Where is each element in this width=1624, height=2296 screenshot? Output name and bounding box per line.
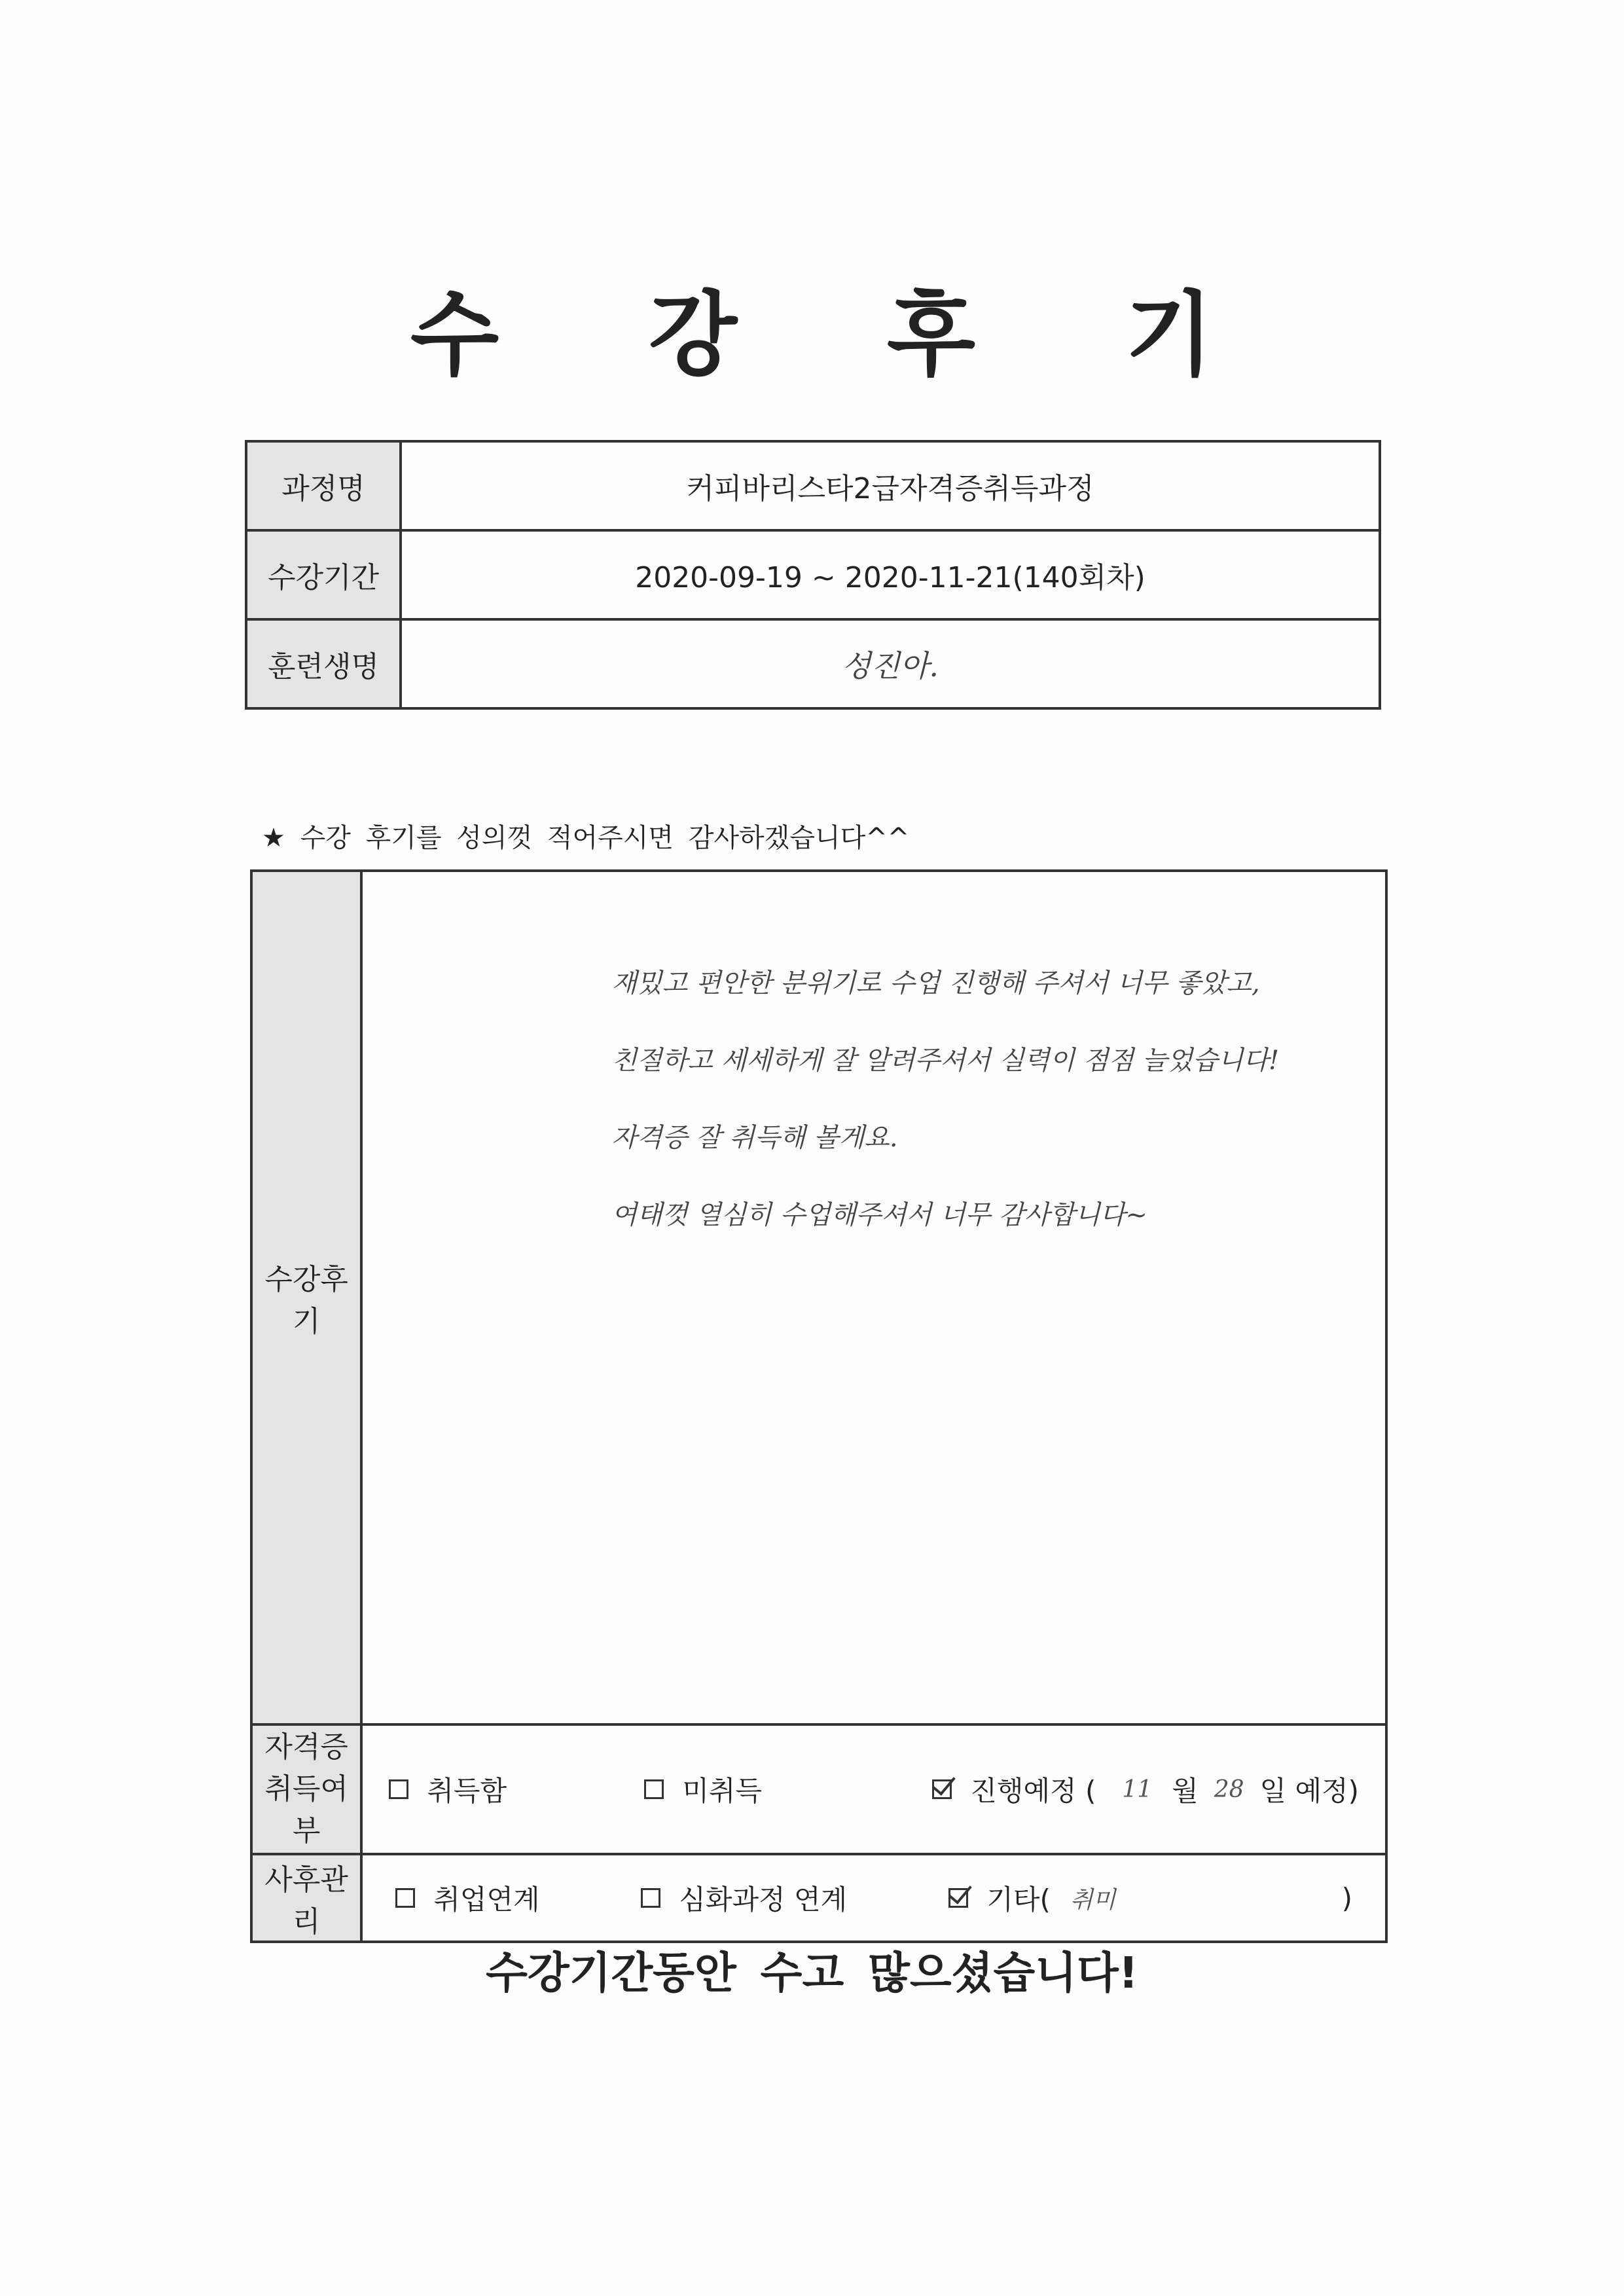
job-link-label: 취업연계 (433, 1884, 540, 1916)
day-unit: 일 예정) (1259, 1775, 1359, 1807)
review-line: 자격증 잘 취득해 볼게요. (611, 1123, 898, 1153)
not-acquired-checkbox[interactable] (644, 1779, 664, 1799)
period-value: 2020-09-19 ~ 2020-11-21(140회차) (401, 530, 1380, 619)
other-label: 기타( (986, 1884, 1051, 1916)
other-value[interactable]: 취미 (1070, 1886, 1116, 1914)
course-name-label: 과정명 (246, 441, 401, 530)
in-progress-label: 진행예정 ( (970, 1775, 1096, 1807)
certification-row (251, 1724, 1386, 1854)
in-progress-checkbox[interactable] (932, 1779, 952, 1799)
certification-label-line2: 취득여부 (264, 1772, 348, 1848)
review-request-notice: ★ 수강 후기를 성의껏 적어주시면 감사하겠습니다^^ (262, 823, 910, 853)
review-label: 수강후기 (251, 871, 361, 1724)
option-job-link[interactable] (395, 1878, 641, 1918)
certification-options (361, 1724, 1386, 1854)
not-acquired-label: 미취득 (682, 1775, 763, 1807)
month-unit: 월 (1172, 1775, 1199, 1807)
certification-label-line1: 자격증 (264, 1730, 348, 1764)
option-in-progress[interactable] (932, 1770, 1359, 1809)
aftercare-options (361, 1854, 1386, 1942)
course-info-table (245, 440, 1381, 710)
course-name-value: 커피바리스타2급자격증취득과정 (401, 441, 1380, 530)
day-value[interactable]: 28 (1214, 1776, 1244, 1803)
other-close-paren: ) (1341, 1882, 1352, 1914)
acquired-checkbox[interactable] (389, 1779, 408, 1799)
review-line: 친절하고 세세하게 잘 알려주셔서 실력이 점점 늘었습니다! (611, 1046, 1280, 1076)
advanced-course-checkbox[interactable] (641, 1888, 660, 1908)
period-label: 수강기간 (246, 530, 401, 619)
option-not-acquired[interactable] (644, 1770, 906, 1809)
option-other[interactable] (948, 1878, 1359, 1918)
advanced-course-label: 심화과정 연계 (679, 1884, 848, 1916)
trainee-name-value[interactable]: 성진아. (401, 619, 1380, 708)
option-advanced-course[interactable] (641, 1878, 948, 1918)
other-checkbox[interactable] (948, 1888, 968, 1908)
review-text-area[interactable] (361, 871, 1386, 1724)
review-row (251, 871, 1386, 1724)
job-link-checkbox[interactable] (395, 1888, 415, 1908)
aftercare-row (251, 1854, 1386, 1942)
acquired-label: 취득함 (427, 1775, 507, 1807)
period-row (246, 530, 1380, 619)
review-line: 재밌고 편안한 분위기로 수업 진행해 주셔서 너무 좋았고, (611, 968, 1260, 998)
certification-label (251, 1724, 361, 1854)
closing-message: 수강기간동안 수고 많으셨습니다! (486, 1948, 1138, 1998)
review-line: 여태껏 열심히 수업해주셔서 너무 감사합니다~ (611, 1200, 1147, 1230)
aftercare-label: 사후관리 (251, 1854, 361, 1942)
month-value[interactable]: 11 (1122, 1776, 1153, 1803)
page-title: 수 강 후 기 (410, 282, 1273, 389)
option-acquired[interactable] (389, 1770, 644, 1809)
course-row (246, 441, 1380, 530)
trainee-row (246, 619, 1380, 708)
trainee-name-label: 훈련생명 (246, 619, 401, 708)
review-table (250, 869, 1388, 1943)
